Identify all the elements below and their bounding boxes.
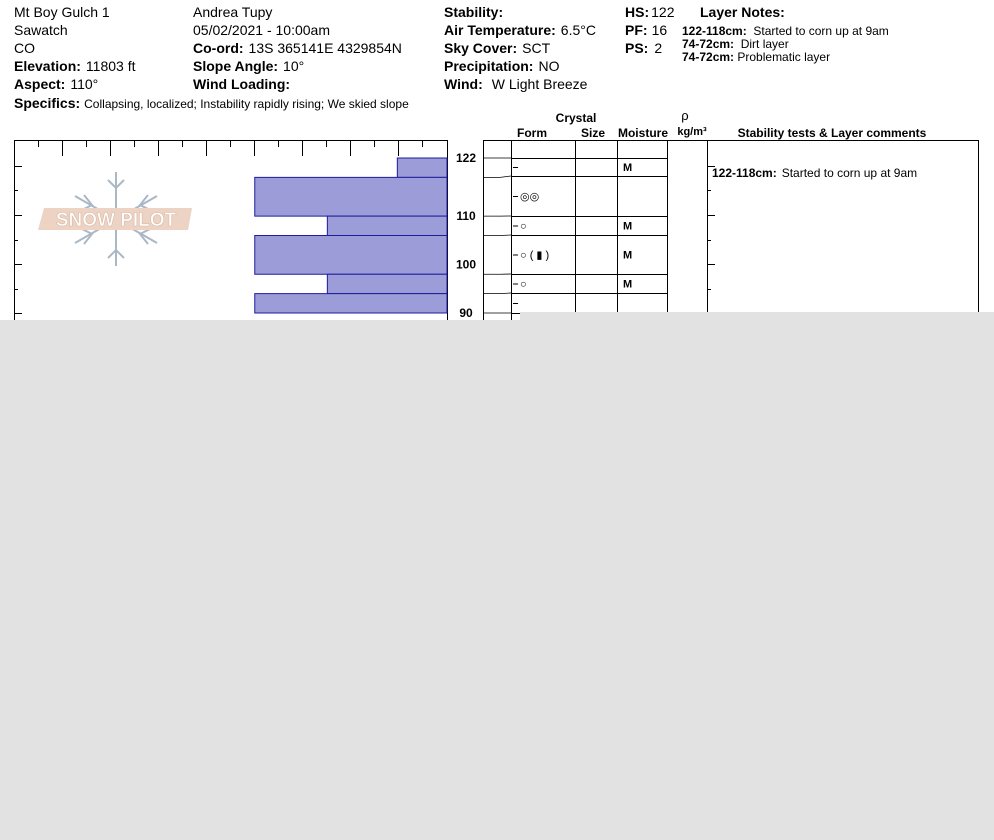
header-form: Form — [517, 126, 547, 140]
hardness-bar — [327, 274, 447, 293]
comment-column-ticks — [707, 167, 715, 314]
crystal-form: ○ — [520, 278, 527, 291]
header-stability-comments: Stability tests & Layer comments — [737, 126, 927, 140]
height-label: 122 — [455, 151, 477, 165]
header-size: Size — [580, 126, 606, 140]
moisture-value: M — [623, 249, 633, 262]
aspect-label: Aspect: — [14, 76, 66, 92]
header-moisture: Moisture — [617, 126, 669, 140]
layer-note-text: Started to corn up at 9am — [753, 24, 889, 38]
height-axis-left-ticks — [14, 167, 22, 314]
hardness-bar — [255, 294, 447, 313]
specifics-label: Specifics: — [14, 95, 81, 111]
aspect-value: 110° — [70, 76, 99, 92]
location-name: Mt Boy Gulch 1 — [14, 4, 110, 20]
height-label: 110 — [456, 209, 476, 224]
coord-value: 13S 365141E 4329854N — [248, 40, 402, 56]
layer-table-rows — [511, 159, 667, 314]
layer-notes-title: Layer Notes: — [700, 4, 785, 20]
layer-note-text: Problematic layer — [737, 50, 831, 64]
layer-connector — [483, 176, 511, 177]
wind-value: W Light Breeze — [491, 76, 588, 92]
hs-value: 122 — [651, 4, 675, 20]
height-label: 90 — [459, 306, 473, 320]
state-name: CO — [14, 40, 35, 56]
precip-label: Precipitation: — [444, 58, 534, 74]
moisture-value: M — [623, 278, 633, 291]
sky-value: SCT — [522, 40, 551, 56]
header-rho: ρ — [681, 108, 689, 123]
hs-label: HS: — [625, 4, 650, 20]
slope-label: Slope Angle: — [193, 58, 279, 74]
stability-comment-text: Started to corn up at 9am — [781, 166, 918, 180]
layer-connector — [483, 235, 511, 236]
window-overlay — [0, 320, 994, 840]
snowpilot-logo — [38, 172, 192, 266]
moisture-value: M — [623, 162, 633, 174]
hardness-bar — [255, 177, 447, 216]
layer-note-range: 74-72cm: — [682, 37, 735, 51]
air-temp-label: Air Temperature: — [444, 22, 556, 38]
stability-comment-range: 122-118cm: — [712, 166, 777, 180]
layer-note-range: 74-72cm: — [682, 50, 735, 64]
header-crystal: Crystal — [555, 111, 597, 125]
observation-datetime: 05/02/2021 - 10:00am — [193, 22, 330, 38]
hardness-bars — [255, 158, 447, 313]
specifics-value: Collapsing, localized; Instability rapidly rising; We skied slope — [84, 97, 409, 111]
wind-label: Wind: — [444, 76, 483, 92]
hardness-axis-ticks — [15, 140, 423, 156]
hardness-bar — [327, 216, 447, 235]
header-density-unit: kg/m³ — [677, 126, 707, 138]
layer-note-range: 122-118cm: — [682, 24, 747, 38]
slope-value: 10° — [283, 58, 305, 74]
stability-comment — [712, 166, 917, 180]
layer-connector — [483, 293, 511, 294]
wind-loading-label: Wind Loading: — [193, 76, 291, 92]
precip-value: NO — [538, 58, 560, 74]
crystal-form: ◎◎ — [520, 191, 540, 203]
layer-note-text: Dirt layer — [740, 37, 789, 51]
range-name: Sawatch — [14, 22, 68, 38]
height-axis-labels — [456, 151, 476, 320]
elevation-label: Elevation: — [14, 58, 81, 74]
coord-label: Co-ord: — [193, 40, 244, 56]
height-label: 100 — [455, 257, 477, 272]
hardness-bar — [255, 236, 447, 275]
logo-text: SNOW PILOT — [55, 210, 177, 231]
air-temp-value: 6.5°C — [560, 22, 596, 38]
layer-connector-lines — [483, 158, 511, 313]
pf-label: PF: — [625, 22, 648, 38]
stability-label: Stability: — [444, 4, 504, 20]
ps-value: 2 — [654, 40, 663, 56]
moisture-value: M — [623, 220, 633, 233]
crystal-form: ○ — [520, 220, 527, 233]
snow-profile-chart — [0, 0, 994, 330]
pf-value: 16 — [651, 22, 668, 38]
ps-label: PS: — [625, 40, 649, 56]
hardness-bar — [397, 158, 447, 177]
elevation-value: 11803 ft — [85, 58, 136, 74]
sky-label: Sky Cover: — [444, 40, 518, 56]
observer-name: Andrea Tupy — [193, 4, 273, 20]
crystal-form: ○ ( ▮ ) — [520, 249, 550, 262]
